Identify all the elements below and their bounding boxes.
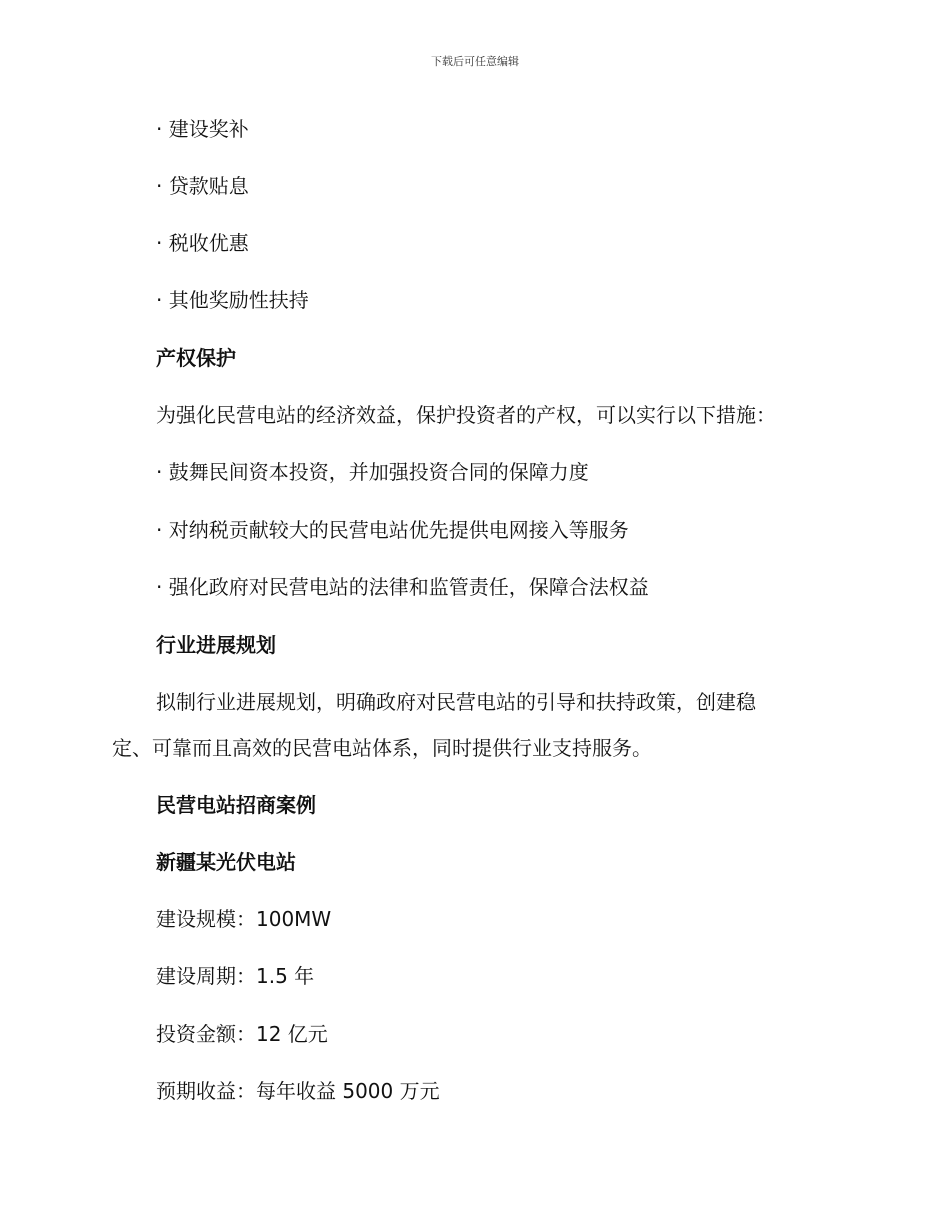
property-item: · 鼓舞民间资本投资，并加强投资合同的保障力度 (156, 460, 589, 484)
incentive-item: · 税收优惠 (156, 231, 249, 255)
case-return: 预期收益：每年收益 5000 万元 (156, 1079, 440, 1103)
case-title: 新疆某光伏电站 (156, 850, 296, 874)
case-investment: 投资金额：12 亿元 (156, 1022, 328, 1046)
incentive-item: · 其他奖励性扶持 (156, 288, 309, 312)
industry-paragraph-line: 拟制行业进展规划，明确政府对民营电站的引导和扶持政策，创建稳 (156, 690, 756, 714)
property-intro: 为强化民营电站的经济效益，保护投资者的产权，可以实行以下措施： (156, 403, 776, 427)
incentive-item: · 贷款贴息 (156, 174, 249, 198)
property-item: · 对纳税贡献较大的民营电站优先提供电网接入等服务 (156, 518, 629, 542)
section-heading-industry: 行业进展规划 (156, 633, 276, 657)
section-heading-property: 产权保护 (156, 346, 236, 370)
case-scale: 建设规模：100MW (156, 907, 332, 931)
incentive-item: · 建设奖补 (156, 117, 249, 141)
property-item: · 强化政府对民营电站的法律和监管责任，保障合法权益 (156, 575, 649, 599)
page-header: 下载后可任意编辑 (431, 55, 519, 68)
case-period: 建设周期：1.5 年 (156, 964, 315, 988)
industry-paragraph-line: 定、可靠而且高效的民营电站体系，同时提供行业支持服务。 (112, 736, 652, 760)
section-heading-cases: 民营电站招商案例 (156, 793, 316, 817)
